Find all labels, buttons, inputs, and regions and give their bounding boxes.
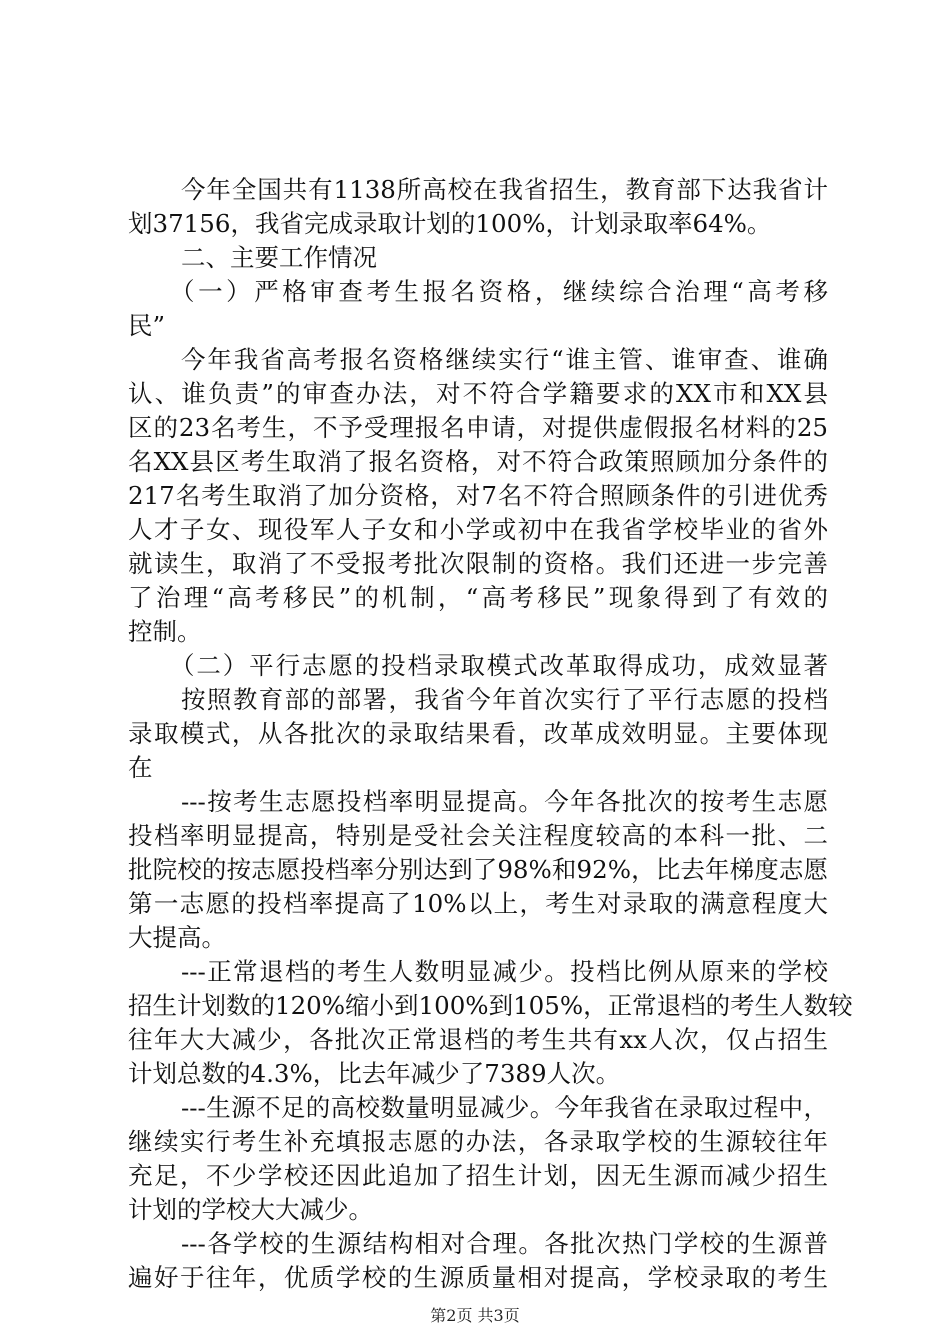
paragraph-line: 计划的学校大大减少。 — [128, 1195, 373, 1224]
paragraph-line: 人才子女、现役军人子女和小学或初中在我省学校毕业的省外 — [128, 515, 828, 544]
paragraph-line: 在 — [128, 753, 153, 782]
paragraph-line: 招生计划数的120%缩小到100%到105%，正常退档的考生人数较 — [128, 991, 853, 1020]
paragraph-line: 投档率明显提高，特别是受社会关注程度较高的本科一批、二 — [128, 821, 828, 850]
paragraph-line: 按照教育部的部署，我省今年首次实行了平行志愿的投档 — [181, 685, 828, 714]
paragraph-line: 控制。 — [128, 617, 202, 646]
paragraph-line: 遍好于往年，优质学校的生源质量相对提高，学校录取的考生 — [128, 1263, 828, 1292]
subsection-heading-line: 民” — [128, 311, 166, 340]
paragraph-line: 批院校的按志愿投档率分别达到了98%和92%，比去年梯度志愿 — [128, 855, 828, 884]
paragraph-line: ---正常退档的考生人数明显减少。投档比例从原来的学校 — [181, 957, 828, 986]
paragraph-line: ---按考生志愿投档率明显提高。今年各批次的按考生志愿 — [181, 787, 828, 816]
section-heading: 二、主要工作情况 — [181, 243, 377, 272]
paragraph-line: 大提高。 — [128, 923, 226, 952]
paragraph-line: 充足，不少学校还因此追加了招生计划，因无生源而减少招生 — [128, 1161, 828, 1190]
paragraph-line: 计划总数的4.3%，比去年减少了7389人次。 — [128, 1059, 621, 1088]
paragraph-line: 今年我省高考报名资格继续实行“谁主管、谁审查、谁确 — [181, 345, 828, 374]
subsection-heading: （二）平行志愿的投档录取模式改革取得成功，成效显著 — [170, 651, 828, 680]
paragraph-line: 划37156，我省完成录取计划的100%，计划录取率64%。 — [128, 209, 772, 238]
paragraph-line: 继续实行考生补充填报志愿的办法，各录取学校的生源较往年 — [128, 1127, 828, 1156]
paragraph-line: 名XX县区考生取消了报名资格，对不符合政策照顾加分条件的 — [128, 447, 828, 476]
paragraph-line: 217名考生取消了加分资格，对7名不符合照顾条件的引进优秀 — [128, 481, 828, 510]
paragraph-line: 往年大大减少，各批次正常退档的考生共有xx人次，仅占招生 — [128, 1025, 828, 1054]
paragraph-line: 就读生，取消了不受报考批次限制的资格。我们还进一步完善 — [128, 549, 828, 578]
paragraph-line: 今年全国共有1138所高校在我省招生，教育部下达我省计 — [181, 175, 828, 204]
paragraph-line: 录取模式，从各批次的录取结果看，改革成效明显。主要体现 — [128, 719, 828, 748]
paragraph-line: ---各学校的生源结构相对合理。各批次热门学校的生源普 — [181, 1229, 828, 1258]
paragraph-line: 第一志愿的投档率提高了10%以上，考生对录取的满意程度大 — [128, 889, 828, 918]
page-number-footer: 第2页 共3页 — [430, 1306, 520, 1325]
paragraph-line: 区的23名考生，不予受理报名申请，对提供虚假报名材料的25 — [128, 413, 828, 442]
subsection-heading: （一）严格审查考生报名资格，继续综合治理“高考移 — [170, 277, 828, 306]
paragraph-line: ---生源不足的高校数量明显减少。今年我省在录取过程中， — [181, 1093, 828, 1122]
paragraph-line: 认、谁负责”的审查办法，对不符合学籍要求的XX市和XX县 — [128, 379, 828, 408]
paragraph-line: 了治理“高考移民”的机制，“高考移民”现象得到了有效的 — [128, 583, 828, 612]
